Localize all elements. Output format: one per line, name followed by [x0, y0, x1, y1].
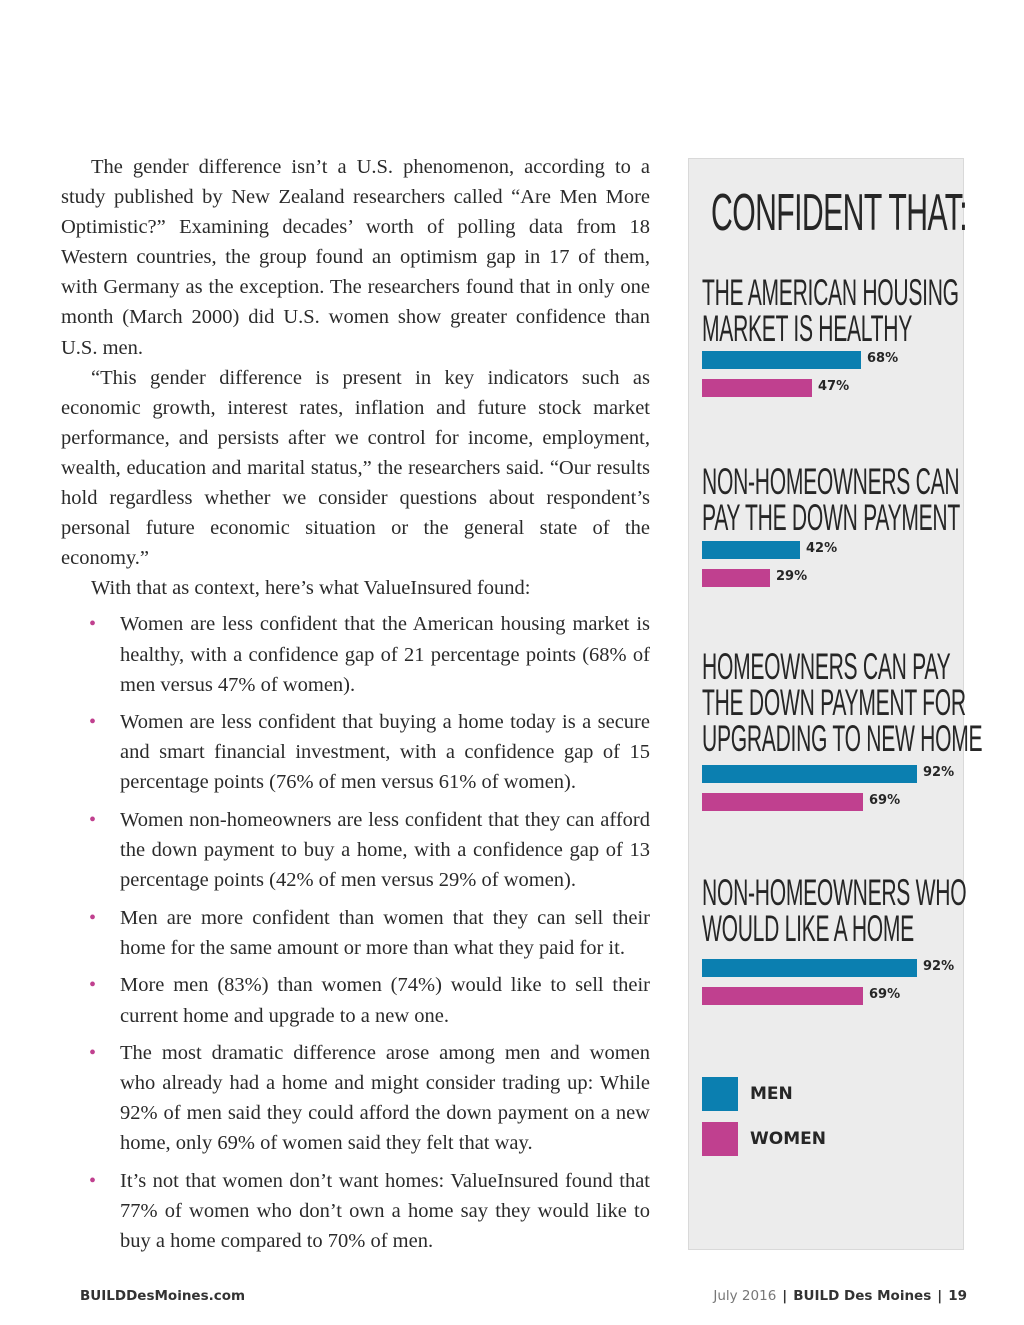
article-paragraph: “This gender difference is present in key indicators such as economic growth, interest rates, inflation and future stock market performance, and persists after we control for income, employment, wealth, education and marital status,” the researchers said. “Our results hold regardless whether we consider questions about respondent’s personal future economic situation or the general state of the economy.” — [61, 366, 650, 570]
confidence-sidebar — [688, 158, 983, 1250]
list-item — [61, 707, 650, 797]
legend-label-men: MEN — [750, 1084, 793, 1104]
list-item — [61, 609, 650, 699]
list-item-text: Women are less confident that buying a home today is a secure and smart financial investment, with a confidence gap of 15 percentage points (76% of men versus 61% of women). — [120, 711, 650, 794]
list-item — [61, 1166, 650, 1256]
list-item — [61, 970, 650, 1030]
sidebar-section-homeowners-upgrade — [702, 646, 983, 808]
section-heading-line: THE AMERICAN HOUSING — [702, 272, 959, 313]
legend-label-women: WOMEN — [750, 1129, 826, 1149]
section-heading-line: THE DOWN PAYMENT FOR — [702, 682, 966, 723]
list-item — [61, 1038, 650, 1158]
list-item-text: Women non-homeowners are less confident that they can afford the down payment to buy a home, with a confidence gap of 13 percentage points (42% of men versus 29% of women). — [120, 808, 650, 892]
footer-site: BUILDDesMoines.com — [80, 1288, 246, 1304]
men-bar — [702, 541, 800, 559]
article-paragraph: The gender difference isn’t a U.S. phenomenon, according to a study published by New Zealand researchers called “Are Men More Optimistic?” Examining decades’ worth of polling data from 18 Western countries, the group found an optimism gap in 17 of them, with Germany as the exception. The researchers found that in only one month (March 2000) did U.S. women show greater confidence than U.S. men. — [61, 156, 650, 359]
page-number: 19 — [948, 1288, 967, 1304]
men-bar — [702, 959, 917, 977]
list-item-text: Men are more confident than women that they can sell their home for the same amount or more than what they paid for it. — [120, 906, 650, 959]
article-paragraph: With that as context, here’s what ValueInsured found: — [91, 577, 531, 600]
section-heading — [702, 646, 983, 759]
women-pct-label: 69% — [869, 987, 901, 1002]
bullet-icon: • — [89, 1042, 97, 1065]
women-bar — [702, 793, 863, 811]
sidebar-section-non-homeowners-want-home — [702, 872, 967, 1002]
men-bar — [702, 351, 861, 369]
section-heading-line: NON-HOMEOWNERS WHO — [702, 872, 967, 913]
bullet-icon: • — [89, 711, 97, 734]
section-heading-line: WOULD LIKE A HOME — [702, 908, 914, 949]
sidebar-title: CONFIDENT THAT: — [711, 184, 968, 242]
men-pct-label: 92% — [923, 959, 955, 974]
section-heading — [702, 872, 967, 949]
list-item-text: Women are less confident that the American housing market is healthy, with a confidence gap of 21 percentage points (68% of men versus 47% of women). — [120, 613, 650, 696]
women-pct-label: 29% — [776, 569, 808, 584]
list-item-text: It’s not that women don’t want homes: ValueInsured found that 77% of women who don’t own a home say they would like to buy a home compared to 70% of men. — [120, 1170, 650, 1253]
bullet-icon: • — [89, 808, 97, 831]
men-pct-label: 42% — [806, 541, 838, 556]
women-bar — [702, 987, 863, 1005]
footer-separator: | — [782, 1288, 788, 1304]
women-pct-label: 69% — [869, 793, 901, 808]
section-heading-line: MARKET IS HEALTHY — [702, 308, 913, 349]
bullet-icon: • — [89, 906, 97, 929]
footer-folio — [713, 1288, 967, 1304]
footer-magazine: BUILD Des Moines — [793, 1288, 932, 1304]
sidebar-section-non-homeowners-down-payment — [702, 461, 962, 584]
women-bar — [702, 379, 812, 397]
men-bar — [702, 765, 917, 783]
article-body — [61, 152, 650, 1264]
footer-date: July 2016 — [713, 1288, 777, 1304]
section-heading-line: NON-HOMEOWNERS CAN — [702, 461, 960, 502]
bullet-icon: • — [89, 613, 97, 636]
men-pct-label: 68% — [867, 351, 899, 366]
section-heading-line: UPGRADING TO NEW HOME — [702, 718, 983, 759]
section-heading-line: PAY THE DOWN PAYMENT — [702, 497, 960, 538]
footer-separator: | — [937, 1288, 943, 1304]
list-item — [61, 805, 650, 895]
sidebar-section-housing-market — [702, 272, 962, 394]
men-pct-label: 92% — [923, 765, 955, 780]
women-bar — [702, 569, 770, 587]
findings-list — [61, 609, 650, 1256]
list-item-text: The most dramatic difference arose among men and women who already had a home and might consider trading up: While 92% of men said they could afford the down payment on a new home, only 69% of women said they felt that way. — [120, 1042, 650, 1155]
women-pct-label: 47% — [818, 379, 850, 394]
list-item — [61, 903, 650, 963]
list-item-text: More men (83%) than women (74%) would like to sell their current home and upgrade to a new one. — [120, 974, 650, 1027]
section-heading-line: HOMEOWNERS CAN PAY — [702, 646, 951, 687]
bullet-icon: • — [89, 974, 97, 997]
section-heading — [702, 461, 960, 538]
section-heading — [702, 272, 959, 349]
legend-swatch-men — [702, 1077, 738, 1111]
legend-swatch-women — [702, 1122, 738, 1156]
bullet-icon: • — [89, 1170, 97, 1192]
